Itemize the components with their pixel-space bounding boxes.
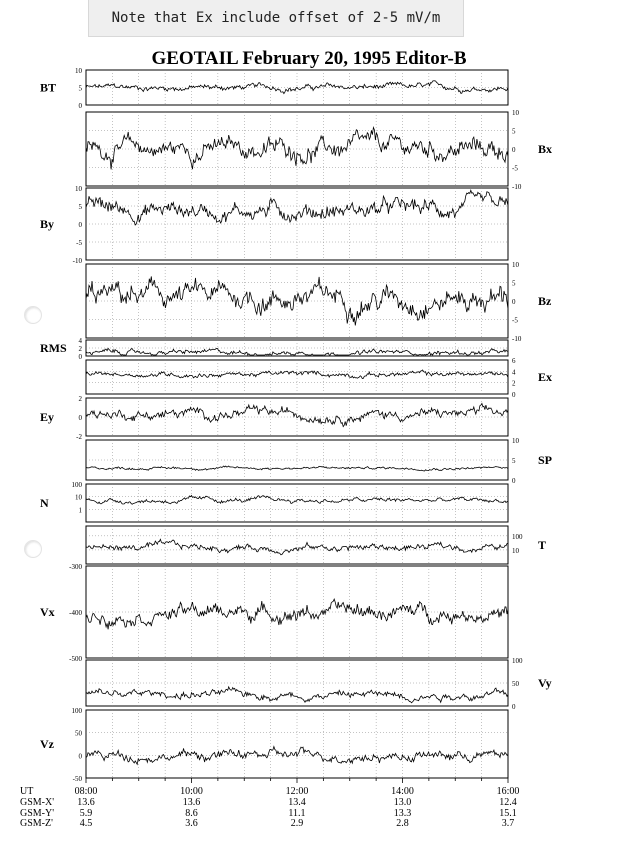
tick-label: 1 [78,506,82,515]
tick-label: 6 [512,357,516,365]
tick-label: 0 [78,353,82,361]
panel-label: BT [40,80,57,95]
ephemeris-value: 13.6 [77,797,95,808]
panel-vx [40,563,508,663]
panel-sp [86,437,552,485]
ephemeris-label: GSM-Z' [20,818,53,829]
ephemeris-value: 8.6 [185,808,198,819]
tick-label: 10 [512,109,519,117]
panel-label: Vy [538,676,552,690]
tick-label: 0 [78,102,82,110]
ephemeris-value: 5.9 [79,808,93,819]
tick-label: 0 [78,221,82,229]
tick-label: 5 [78,84,82,93]
tick-label: -50 [72,775,82,783]
panel-vz [40,707,508,783]
ephemeris-value: 14:00 [391,786,414,797]
panel-label: Ey [40,410,55,424]
ephemeris-value: 11.1 [288,808,306,819]
ephemeris-value: 12.4 [499,797,517,808]
tick-label: 10 [75,67,82,75]
panel-label: Vz [40,737,54,751]
ephemeris-value: 13.3 [393,808,412,819]
tick-label: 2 [512,379,516,388]
panel-bz [86,261,552,343]
panel-bx [86,109,552,191]
ephemeris-label: UT [20,786,34,797]
tick-label: -10 [512,183,522,191]
tick-label: 0 [78,752,82,761]
panel-label: Vx [40,605,55,619]
panel-label: T [538,538,547,552]
tick-label: 5 [512,127,516,136]
ephemeris-value: 3.7 [501,818,515,829]
tick-label: -5 [76,239,82,247]
ephemeris-value: 13.6 [182,797,201,808]
panel-label: By [40,217,55,231]
panel-label: Ex [538,370,553,384]
ephemeris-value: 13.0 [393,797,412,808]
tick-label: 0 [78,414,82,422]
ephemeris-label: GSM-Y' [20,808,55,819]
panel-rms [40,337,508,361]
tick-label: 100 [71,707,82,715]
ephemeris-value: 16:00 [496,786,520,797]
ephemeris-value: 2.9 [290,818,304,829]
tick-label: 0 [512,391,516,399]
tick-label: 10 [512,546,519,555]
tick-label: 2 [78,395,82,403]
series-line-by [86,190,508,225]
ephemeris-label: GSM-X' [20,797,55,808]
ephemeris-value: 12:00 [285,786,309,797]
tick-label: 0 [512,477,516,485]
tick-label: 100 [512,532,523,541]
tick-label: 5 [512,457,516,465]
tick-label: 50 [512,680,519,688]
tick-label: -500 [69,655,82,663]
tick-label: 5 [512,279,516,288]
tick-label: 10 [75,493,82,502]
ephemeris-value: 08:00 [74,786,98,797]
panel-bt [40,67,508,110]
tick-label: 0 [512,298,516,306]
panel-label: RMS [40,341,67,355]
panel-label: Bz [538,294,552,308]
chart-title: GEOTAIL February 20, 1995 Editor-B [151,48,467,69]
tick-label: 100 [512,657,523,665]
ephemeris-value: 4.5 [79,818,93,829]
panel-n [40,481,508,522]
tick-label: 0 [512,146,516,154]
panel-by [40,185,508,265]
series-line-vy [86,687,508,703]
ephemeris-value: 2.8 [396,818,409,829]
ephemeris-value: 15.1 [499,808,517,819]
tick-label: 100 [71,481,82,489]
tick-label: 10 [512,437,519,445]
panel-vy [86,657,552,711]
panel-frame [86,360,508,394]
panel-label: Bx [538,142,553,156]
tick-label: 0 [512,703,516,711]
tick-label: -10 [512,335,522,343]
panel-ex [86,357,552,399]
panel-label: N [40,496,49,510]
tick-label: 10 [75,185,82,193]
tick-label: 4 [78,337,82,345]
ephemeris-value: 10:00 [180,786,203,797]
tick-label: 2 [78,345,82,353]
tick-label: -5 [512,316,518,325]
series-line-ey [86,404,508,427]
tick-label: 10 [512,261,519,269]
panel-t [86,526,546,564]
tick-label: -400 [69,609,82,617]
panel-ey [40,395,508,441]
tick-label: 5 [78,203,82,211]
tick-label: -300 [69,563,82,571]
ephemeris-value: 13.4 [288,797,306,808]
tick-label: -10 [72,257,82,265]
panel-label: SP [538,453,553,467]
tick-label: 4 [512,368,516,377]
note-banner: Note that Ex include offset of 2-5 mV/m [88,0,464,37]
tick-label: 50 [75,729,82,738]
tick-label: -5 [512,164,518,173]
ephemeris-value: 3.6 [185,818,198,829]
tick-label: -2 [76,433,82,441]
